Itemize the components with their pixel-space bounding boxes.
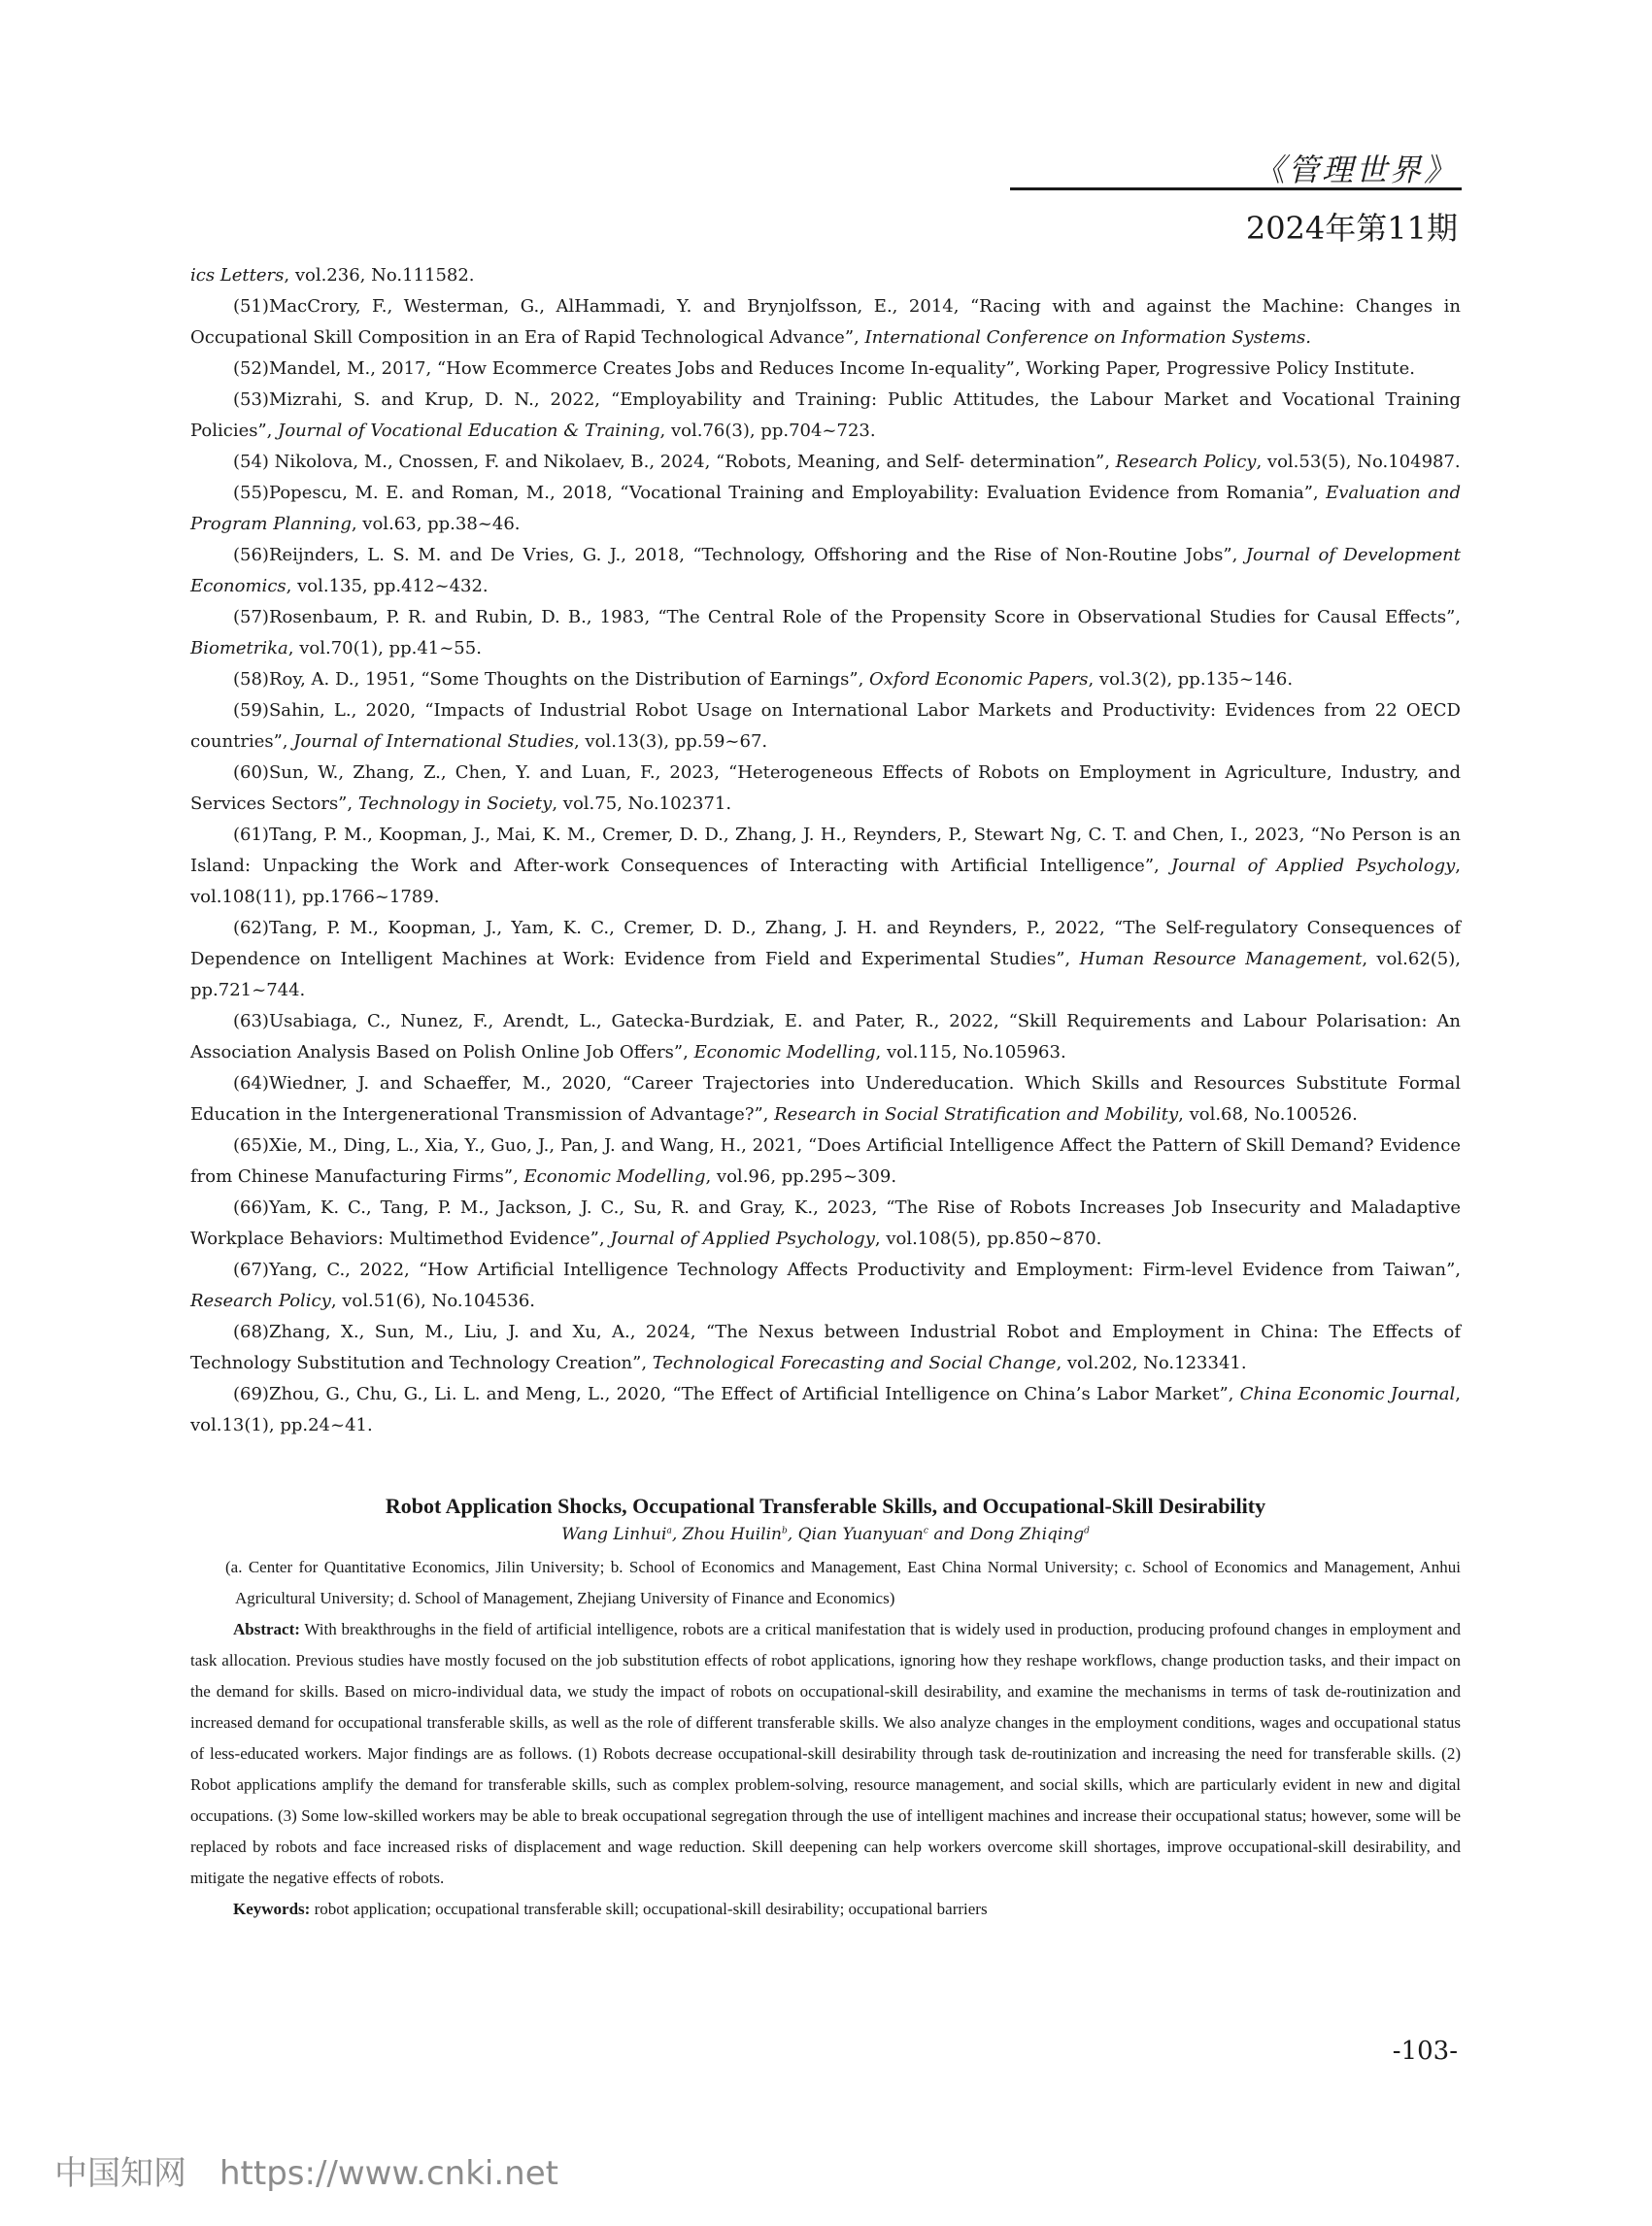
reference-source: Journal of Applied Psychology xyxy=(610,1229,875,1249)
reference-text: (59)Sahin, L., 2020, “Impacts of Industrial Robot Usage on International Labor Markets and Productivity: Evidences from 22 OECD countries”, xyxy=(190,700,1461,752)
reference-text: (56)Reijnders, L. S. M. and De Vries, G. J., 2018, “Technology, Offshoring and the Rise of Non-Routine Jobs”, xyxy=(233,545,1246,565)
author-separator: and xyxy=(927,1525,970,1544)
reference-text: (55)Popescu, M. E. and Roman, M., 2018, “Vocational Training and Employability: Evaluation Evidence from Romania”, xyxy=(233,483,1327,503)
reference-item xyxy=(190,540,1461,602)
reference-source: Journal of International Studies xyxy=(293,731,574,752)
english-paper-title: Robot Application Shocks, Occupational Transferable Skills, and Occupational-Skill Desirability xyxy=(385,1494,1266,1518)
reference-item xyxy=(190,1255,1461,1317)
reference-text: (68)Zhang, X., Sun, M., Liu, J. and Xu, A., 2024, “The Nexus between Industrial Robot and Employment in China: The Effects of Technology Substitution and Technology Creation”, xyxy=(190,1322,1461,1373)
issue-number: 2024年第11期 xyxy=(1245,210,1458,247)
reference-text: , vol.115, No.105963. xyxy=(875,1042,1066,1062)
reference-text: , vol.108(5), pp.850~870. xyxy=(874,1229,1102,1249)
keywords-label: Keywords: xyxy=(233,1900,311,1918)
reference-source: Economic Modelling xyxy=(693,1042,876,1062)
reference-text: , vol.135, pp.412~432. xyxy=(286,576,489,596)
reference-text: , vol.96, pp.295~309. xyxy=(705,1166,897,1187)
reference-source: Research Policy xyxy=(190,1291,331,1311)
reference-text: , vol.13(1), pp.24~41. xyxy=(190,1384,1461,1435)
reference-source: Oxford Economic Papers xyxy=(869,669,1089,690)
reference-text: (57)Rosenbaum, P. R. and Rubin, D. B., 1983, “The Central Role of the Propensity Score in Observational Studies for Causal Effects”, xyxy=(233,607,1461,627)
reference-text: , vol.108(11), pp.1766~1789. xyxy=(190,856,1461,907)
reference-text: , vol.68, No.100526. xyxy=(1178,1104,1358,1125)
reference-text: (58)Roy, A. D., 1951, “Some Thoughts on the Distribution of Earnings”, xyxy=(233,669,870,690)
reference-list xyxy=(190,260,1461,1441)
author-list xyxy=(190,1525,1461,1544)
reference-source: Journal of Development Economics xyxy=(190,545,1461,596)
reference-text: (61)Tang, P. M., Koopman, J., Mai, K. M., Cremer, D. D., Zhang, J. H., Reynders, P., Stewart Ng, C. T. and Chen, I., 2023, “No Person is an Island: Unpacking the Work and After-work Consequences of Interacting with Artificial Intelligence”, xyxy=(190,825,1461,876)
reference-item xyxy=(190,447,1461,478)
reference-source: Biometrika xyxy=(190,638,288,658)
reference-item xyxy=(190,913,1461,1006)
cnki-watermark xyxy=(54,2146,591,2194)
author-affiliation-mark: b xyxy=(782,1526,788,1536)
reference-item xyxy=(190,602,1461,664)
reference-text: , vol.202, No.123341. xyxy=(1056,1353,1247,1373)
reference-text: , vol.63, pp.38~46. xyxy=(351,514,521,534)
reference-text: , vol.53(5), No.104987. xyxy=(1256,452,1461,472)
reference-source: Research Policy xyxy=(1115,452,1257,472)
reference-text: (67)Yang, C., 2022, “How Artificial Intelligence Technology Affects Productivity and Employment: Firm-level Evidence from Taiwan”, xyxy=(233,1260,1461,1280)
reference-text: , vol.13(3), pp.59~67. xyxy=(573,731,768,752)
reference-text: , vol.70(1), pp.41~55. xyxy=(287,638,482,658)
reference-source: Technology in Society xyxy=(357,793,553,814)
abstract-text: With breakthroughs in the field of artificial intelligence, robots are a critical manifestation that is widely used in production, producing profound changes in employment and task allocation. Previous studies have mostly focused on the job substitution effects of robot applications, ignoring how they reshape workflows, change production tasks, and their impact on the demand for skills. Based on micro-individual data, we study the impact of robots on occupational-skill desirability, and examine the mechanisms in terms of task de-routinization and increased demand for occupational transferable skills, as well as the role of different transferable skills. We also analyze changes in the employment conditions, wages and occupational status of less-educated workers. Major findings are as follows. (1) Robots decrease occupational-skill desirability through task de-routinization and increasing the need for transferable skills. (2) Robot applications amplify the demand for transferable skills, such as complex problem-solving, resource management, and social skills, which are particularly evident in new and digital occupations. (3) Some low-skilled workers may be able to break occupational segregation through the use of intelligent machines and increase their occupational status; however, some will be replaced by robots and face increased risks of displacement and wage reduction. Skill deepening can help workers overcome skill shortages, improve occupational-skill desirability, and mitigate the negative effects of robots. xyxy=(190,1620,1461,1887)
page-number: -103- xyxy=(1392,2037,1458,2066)
reference-source: International Conference on Information Systems. xyxy=(864,327,1312,348)
reference-text: , vol.75, No.102371. xyxy=(552,793,732,814)
author-name: Wang Linhui xyxy=(561,1525,667,1544)
reference-item xyxy=(190,385,1461,447)
reference-item xyxy=(190,1006,1461,1068)
reference-text: (63)Usabiaga, C., Nunez, F., Arendt, L., Gatecka-Burdziak, E. and Pater, R., 2022, “Skill Requirements and Labour Polarisation: An Association Analysis Based on Polish Online Job Offers”, xyxy=(190,1011,1461,1062)
reference-item xyxy=(190,291,1461,354)
reference-source: ics Letters xyxy=(190,265,285,286)
reference-item xyxy=(190,1379,1461,1441)
author-name: Zhou Huilin xyxy=(682,1525,783,1544)
reference-item xyxy=(190,1068,1461,1130)
header-rule xyxy=(1010,187,1462,190)
english-abstract-section xyxy=(190,1494,1461,1925)
reference-source: Technological Forecasting and Social Change xyxy=(652,1353,1057,1373)
reference-source: Evaluation and Program Planning xyxy=(190,483,1462,534)
reference-item xyxy=(190,664,1461,695)
reference-source: Human Resource Management xyxy=(1079,949,1363,969)
watermark-brand: 中国知网 xyxy=(54,2154,186,2193)
reference-item xyxy=(190,354,1461,385)
reference-item xyxy=(190,820,1461,913)
author-affiliation-mark: c xyxy=(923,1526,928,1536)
reference-text: , vol.236, No.111582. xyxy=(284,265,475,286)
watermark-url: https://www.cnki.net xyxy=(219,2154,558,2193)
affiliations: (a. Center for Quantitative Economics, Jilin University; b. School of Economics and Management, East China Normal University; c. School of Economics and Management, Anhui Agricultural University; d. School of Management, Zhejiang University of Finance and Economics) xyxy=(225,1558,1461,1607)
reference-text: (69)Zhou, G., Chu, G., Li. L. and Meng, L., 2020, “The Effect of Artificial Intelligence on China’s Labor Market”, xyxy=(233,1384,1240,1404)
reference-text: , vol.62(5), pp.721~744. xyxy=(190,949,1461,1000)
reference-source: China Economic Journal xyxy=(1239,1384,1456,1404)
keywords-text: robot application; occupational transferable skill; occupational-skill desirability; occupational barriers xyxy=(310,1900,988,1918)
reference-item xyxy=(190,1193,1461,1255)
reference-text: (53)Mizrahi, S. and Krup, D. N., 2022, “Employability and Training: Public Attitudes, the Labour Market and Vocational Training Policies”, xyxy=(190,389,1461,441)
reference-text: , vol.3(2), pp.135~146. xyxy=(1088,669,1294,690)
reference-text: (64)Wiedner, J. and Schaeffer, M., 2020, “Career Trajectories into Undereducation. Which Skills and Resources Substitute Formal Education in the Intergenerational Transmission of Advantage?”, xyxy=(190,1073,1461,1125)
reference-item xyxy=(190,758,1461,820)
reference-text: (60)Sun, W., Zhang, Z., Chen, Y. and Luan, F., 2023, “Heterogeneous Effects of Robots on Employment in Agriculture, Industry, and Services Sectors”, xyxy=(190,762,1461,814)
reference-source: Economic Modelling xyxy=(523,1166,706,1187)
reference-text: , vol.51(6), No.104536. xyxy=(330,1291,536,1311)
reference-item xyxy=(190,1130,1461,1193)
author-affiliation-mark: d xyxy=(1084,1526,1090,1536)
reference-item xyxy=(190,695,1461,758)
reference-text: (51)MacCrory, F., Westerman, G., AlHammadi, Y. and Brynjolfsson, E., 2014, “Racing with and against the Machine: Changes in Occupational Skill Composition in an Era of Rapid Technological Advance”, xyxy=(190,296,1461,348)
keywords-paragraph xyxy=(190,1894,1461,1925)
reference-text: (52)Mandel, M., 2017, “How Ecommerce Creates Jobs and Reduces Income In-equality”, Working Paper, Progressive Policy Institute. xyxy=(233,358,1416,379)
author-name: Dong Zhiqing xyxy=(969,1525,1085,1544)
reference-text: (66)Yam, K. C., Tang, P. M., Jackson, J. C., Su, R. and Gray, K., 2023, “The Rise of Robots Increases Job Insecurity and Maladaptive Workplace Behaviors: Multimethod Evidence”, xyxy=(190,1197,1461,1249)
abstract-paragraph xyxy=(190,1614,1461,1894)
reference-item xyxy=(190,478,1461,540)
reference-source: Research in Social Stratification and Mobility xyxy=(774,1104,1179,1125)
author-separator: , xyxy=(787,1525,798,1544)
reference-source: Journal of Vocational Education & Training xyxy=(278,421,660,441)
journal-name: 《管理世界》 xyxy=(1253,152,1458,188)
reference-item xyxy=(190,1317,1461,1379)
author-affiliation-mark: a xyxy=(666,1526,672,1536)
reference-text: (62)Tang, P. M., Koopman, J., Yam, K. C., Cremer, D. D., Zhang, J. H. and Reynders, P., 2022, “The Self-regulatory Consequences of Dependence on Intelligent Machines at Work: Evidence from Field and Experimental Studies”, xyxy=(190,918,1461,969)
reference-text: (65)Xie, M., Ding, L., Xia, Y., Guo, J., Pan, J. and Wang, H., 2021, “Does Artificial Intelligence Affect the Pattern of Skill Demand? Evidence from Chinese Manufacturing Firms”, xyxy=(190,1135,1461,1187)
author-separator: , xyxy=(671,1525,683,1544)
author-name: Qian Yuanyuan xyxy=(797,1525,924,1544)
reference-item xyxy=(190,260,1461,291)
reference-text: (54) Nikolova, M., Cnossen, F. and Nikolaev, B., 2024, “Robots, Meaning, and Self- determination”, xyxy=(233,452,1116,472)
reference-text: , vol.76(3), pp.704~723. xyxy=(659,421,876,441)
abstract-label: Abstract: xyxy=(233,1620,300,1638)
reference-source: Journal of Applied Psychology xyxy=(1171,856,1456,876)
